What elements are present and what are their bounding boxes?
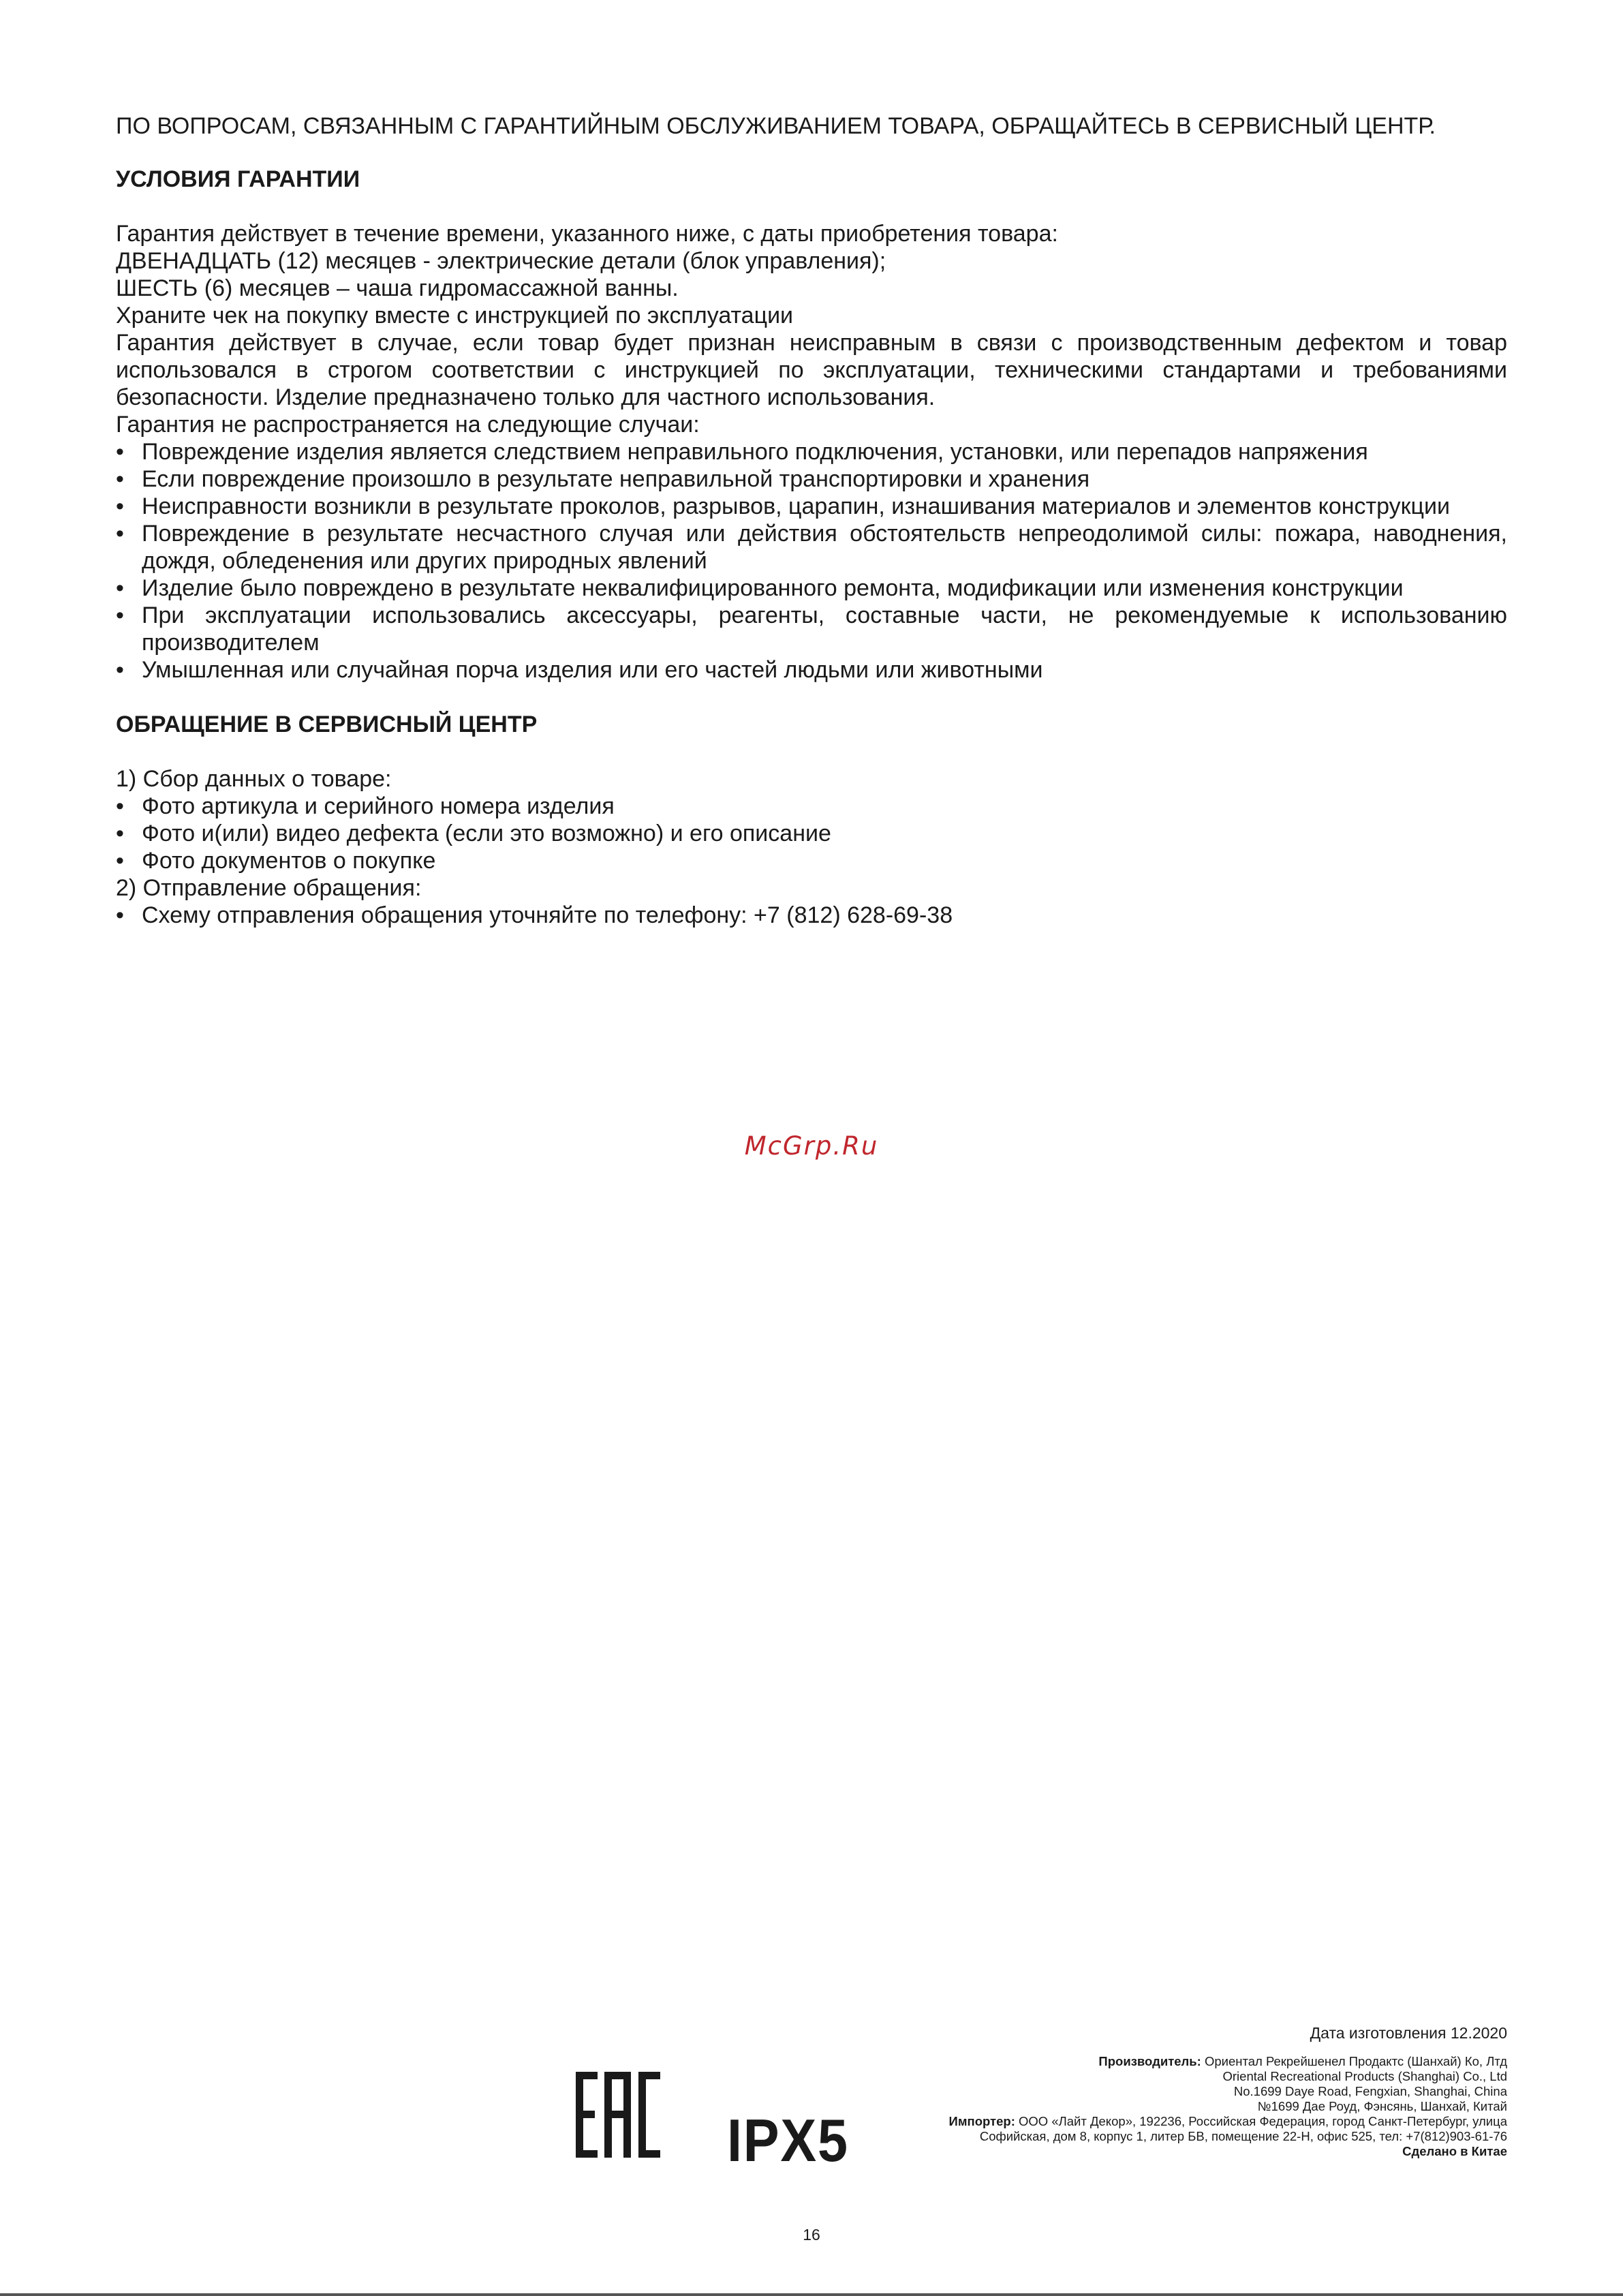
importer-label: Импортер: (948, 2114, 1015, 2128)
step2-list (116, 902, 1507, 929)
importer-line-1: ООО «Лайт Декор», 192236, Российская Федерация, город Санкт-Петербург, улица (1019, 2114, 1507, 2128)
list-item: • Фото артикула и серийного номера изделия (116, 793, 1507, 820)
list-item: • Схему отправления обращения уточняйте по телефону: +7 (812) 628-69-38 (116, 902, 1507, 929)
warranty-heading: УСЛОВИЯ ГАРАНТИИ (116, 166, 360, 192)
warranty-paragraph: Гарантия действует в случае, если товар будет признан неисправным в связи с производственным дефектом и товар использовался в строгом соответствии с инструкцией по эксплуатации, техническими стандартами и требованиями безопасности. Изделие предназначено только для частного использования. (116, 330, 1507, 410)
bottom-divider (0, 2293, 1623, 2296)
manufacturer-label: Производитель: (1098, 2054, 1201, 2068)
manufacturer-info (826, 2054, 1507, 2159)
step1-list (116, 793, 1507, 874)
list-item: • Если повреждение произошло в результате неправильной транспортировки и хранения (116, 465, 1507, 493)
manufacturer-ru: Ориентал Рекрейшенел Продактс (Шанхай) Ко, Лтд (1204, 2054, 1507, 2068)
list-item: • Повреждение изделия является следствием неправильного подключения, установки, или перепадов напряжения (116, 438, 1507, 465)
made-in: Сделано в Китае (1402, 2144, 1507, 2158)
manufacturer-en: Oriental Recreational Products (Shanghai) Co., Ltd (1222, 2069, 1507, 2083)
ipx-rating: IPX5 (727, 2107, 849, 2174)
warranty-line: ШЕСТЬ (6) месяцев – чаша гидромассажной ванны. (116, 275, 679, 301)
service-heading: ОБРАЩЕНИЕ В СЕРВИСНЫЙ ЦЕНТР (116, 711, 538, 737)
warranty-line: ДВЕНАДЦАТЬ (12) месяцев - электрические детали (блок управления); (116, 248, 886, 274)
manufacture-date: Дата изготовления 12.2020 (1310, 2024, 1507, 2042)
list-item: • Неисправности возникли в результате проколов, разрывов, царапин, изнашивания материалов и элементов конструкции (116, 493, 1507, 520)
eac-logo-icon (576, 2072, 660, 2158)
exclusions-intro: Гарантия не распространяется на следующие случаи: (116, 412, 700, 438)
document-body (116, 112, 1507, 929)
exclusions-list (116, 438, 1507, 684)
watermark-link[interactable]: McGrp.Ru (744, 1131, 879, 1161)
list-item: • При эксплуатации использовались аксессуары, реагенты, составные части, не рекомендуемые к использованию производителем (116, 602, 1507, 656)
warranty-line: Гарантия действует в течение времени, указанного ниже, с даты приобретения товара: (116, 221, 1058, 247)
warranty-line: Храните чек на покупку вместе с инструкцией по эксплуатации (116, 303, 794, 328)
importer-line-2: Софийская, дом 8, корпус 1, литер БВ, помещение 22-Н, офис 525, тел: +7(812)903-61-76 (979, 2129, 1507, 2143)
service-step-1: 1) Сбор данных о товаре: (116, 766, 392, 792)
list-item: • Изделие было повреждено в результате неквалифицированного ремонта, модификации или изменения конструкции (116, 575, 1507, 602)
page-number: 16 (803, 2226, 820, 2244)
list-item: • Умышленная или случайная порча изделия или его частей людьми или животными (116, 656, 1507, 684)
list-item: • Повреждение в результате несчастного случая или действия обстоятельств непреодолимой силы: пожара, наводнения, дождя, обледенения или других природных явлений (116, 520, 1507, 575)
service-step-2: 2) Отправление обращения: (116, 875, 422, 901)
address-ru: №1699 Дае Роуд, Фэнсянь, Шанхай, Китай (1257, 2099, 1507, 2113)
list-item: • Фото и(или) видео дефекта (если это возможно) и его описание (116, 820, 1507, 847)
list-item: • Фото документов о покупке (116, 847, 1507, 874)
address-en: No.1699 Daye Road, Fengxian, Shanghai, China (1233, 2084, 1507, 2098)
service-notice: ПО ВОПРОСАМ, СВЯЗАННЫМ С ГАРАНТИЙНЫМ ОБСЛУЖИВАНИЕМ ТОВАРА, ОБРАЩАЙТЕСЬ В СЕРВИСНЫЙ ЦЕНТР. (116, 113, 1436, 139)
